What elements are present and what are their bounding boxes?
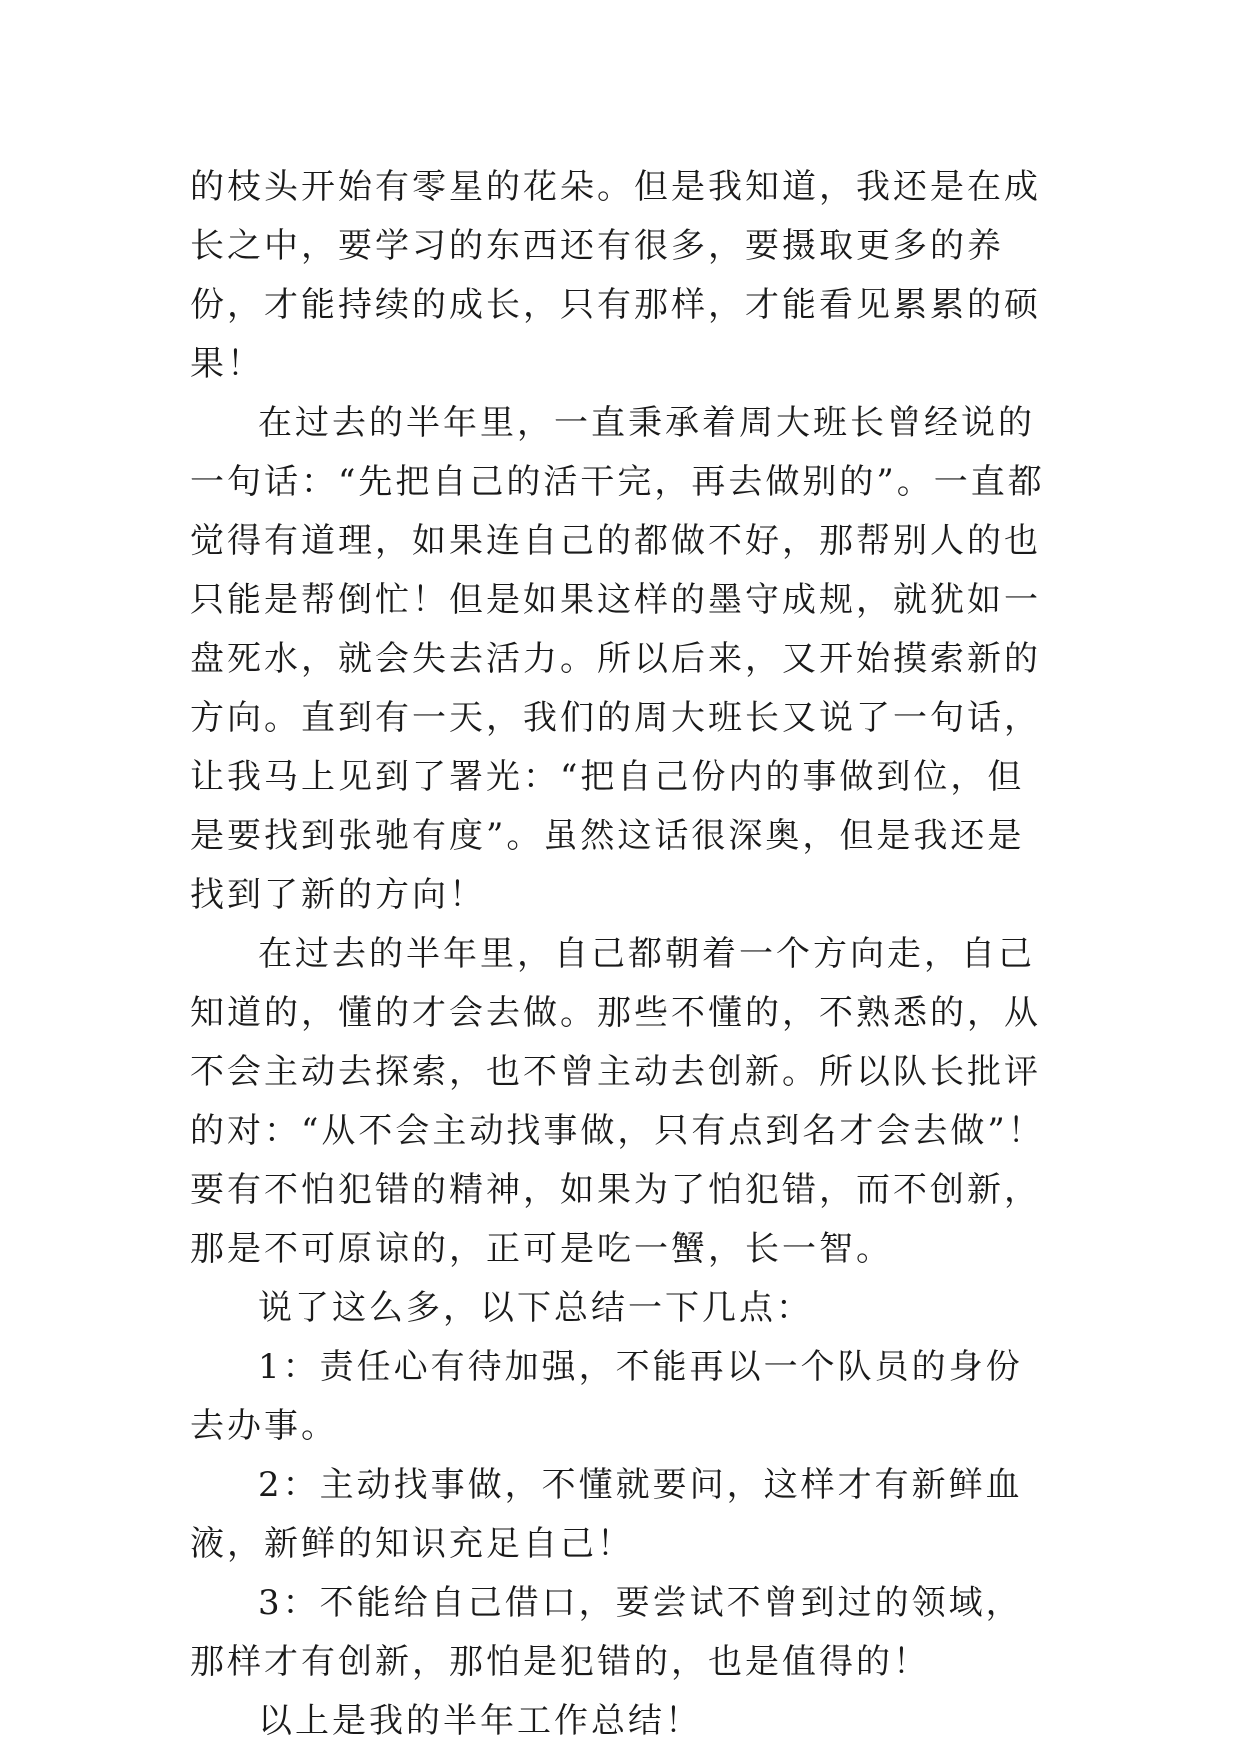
paragraph-summary-intro: 说了这么多，以下总结一下几点： [258,1288,813,1328]
paragraph-self-reflection: 在过去的半年里，自己都朝着一个方向走，自己知道的，懂的才会去做。那些不懂的，不熟悉的，从不会主动去探索，也不曾主动去创新。所以队长批评的对：“从不会主动找事做，只有点到名才会去做”！要有不怕犯错的精神，如果为了怕犯错，而不创新，那是不可原谅的，正可是吃一蟹，长一智。 [190,934,1045,1269]
document-body [190,158,1048,1751]
closing-line: 以上是我的半年工作总结！ [258,1701,702,1741]
paragraph-squad-leader-advice: 在过去的半年里，一直秉承着周大班长曾经说的一句话：“先把自己的活干完，再去做别的”。一直都觉得有道理，如果连自己的都做不好，那帮别人的也只能是帮倒忙！但是如果这样的墨守成规，就犹如一盘死水，就会失去活力。所以后来，又开始摸索新的方向。直到有一天，我们的周大班长又说了一句话，让我马上见到了署光：“把自己份内的事做到位，但是要找到张驰有度”。虽然这话很深奥，但是我还是找到了新的方向！ [190,403,1045,915]
summary-point-1: 1：责任心有待加强，不能再以一个队员的身份去办事。 [190,1347,1023,1446]
summary-point-2: 2：主动找事做，不懂就要问，这样才有新鲜血液，新鲜的知识充足自己！ [190,1465,1023,1564]
paragraph-continuation: 的枝头开始有零星的花朵。但是我知道，我还是在成长之中，要学习的东西还有很多，要摄取更多的养份，才能持续的成长，只有那样，才能看见累累的硕果！ [190,167,1041,384]
summary-point-3: 3：不能给自己借口，要尝试不曾到过的领域，那样才有创新，那怕是犯错的，也是值得的！ [190,1583,1023,1682]
